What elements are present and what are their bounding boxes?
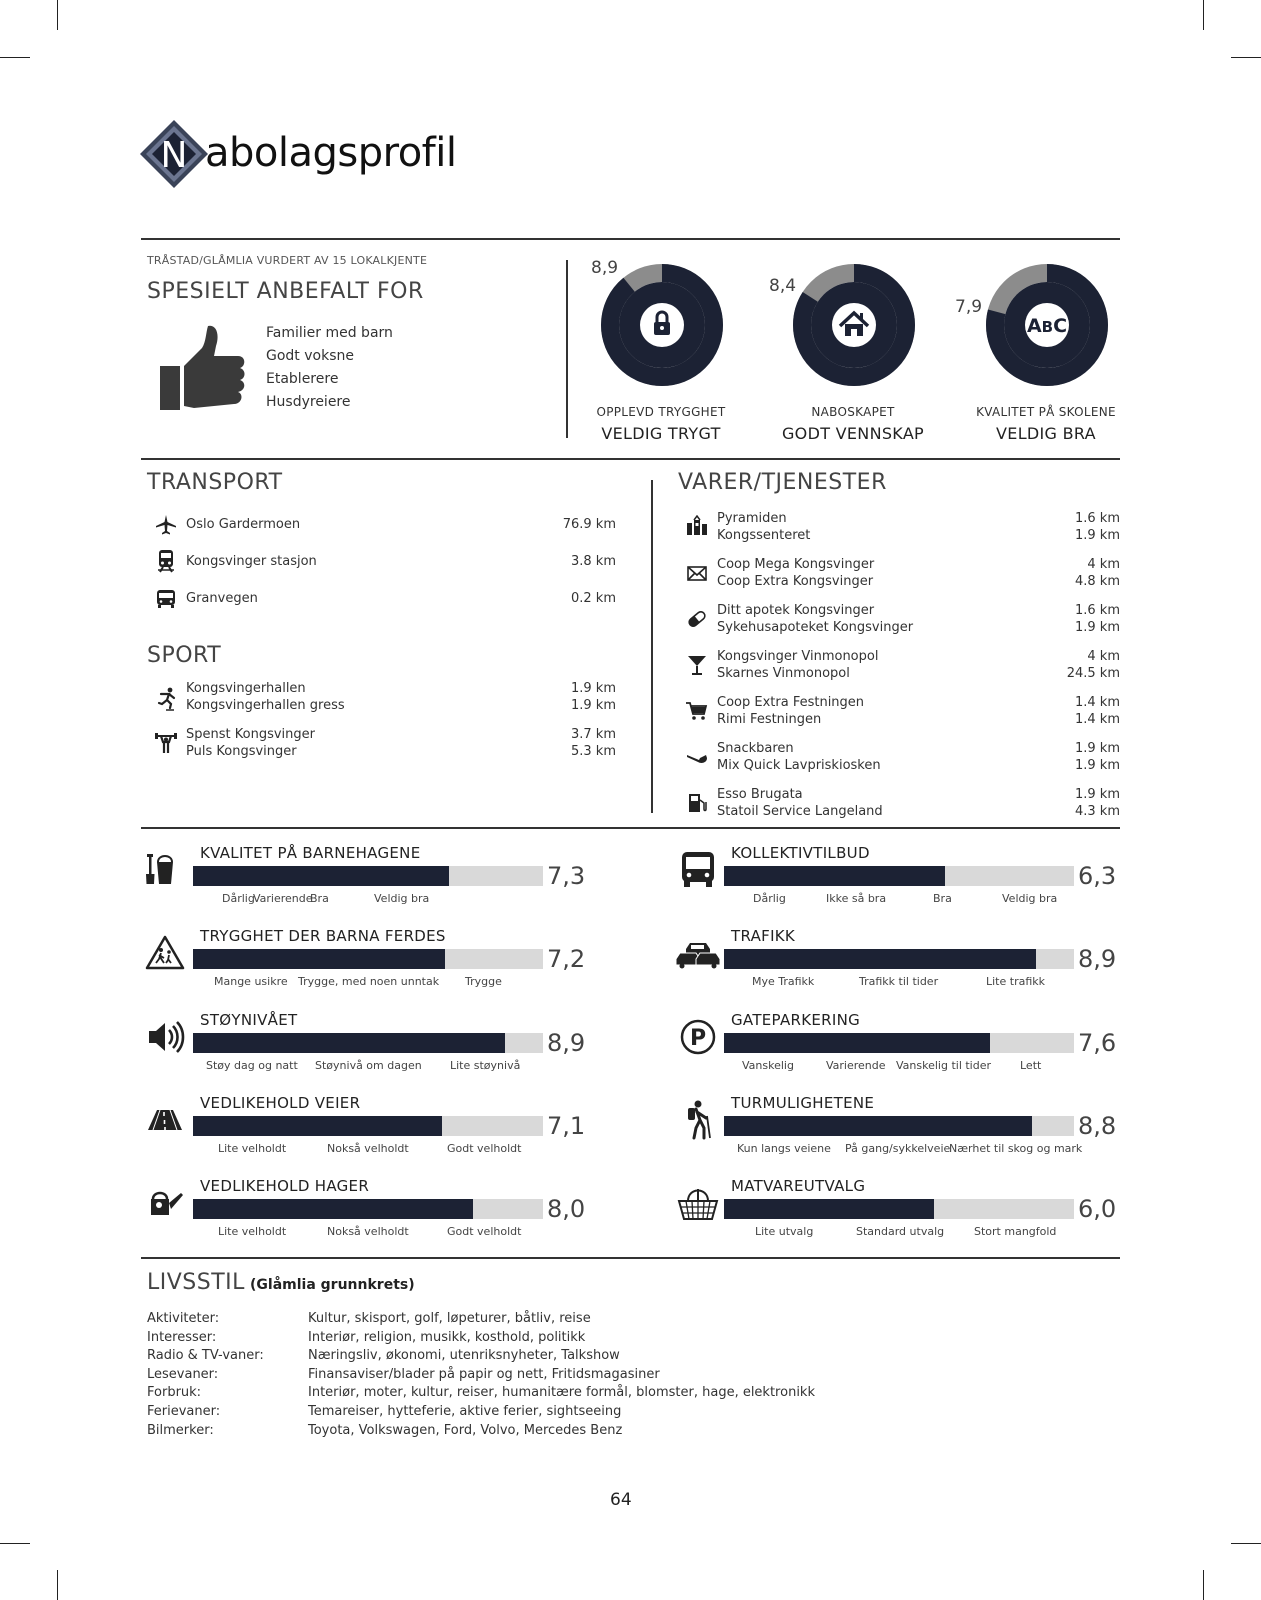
service-distance-line: 1.4 km bbox=[1075, 695, 1120, 710]
rating-scale-label: Mange usikre bbox=[214, 975, 288, 988]
service-distance bbox=[1040, 694, 1120, 728]
rating-scale-label: Lite velholdt bbox=[218, 1142, 287, 1155]
lifestyle-key: Forbruk: bbox=[147, 1385, 202, 1401]
rating-bar-track bbox=[193, 949, 543, 969]
service-distance-line: 1.9 km bbox=[1075, 787, 1120, 802]
transport-heading: TRANSPORT bbox=[147, 470, 283, 495]
rating-bar-track bbox=[193, 1116, 543, 1136]
rating-bar-track bbox=[724, 949, 1074, 969]
service-name-line: Coop Mega Kongsvinger bbox=[717, 557, 875, 572]
rating-scale-label: Trygge, med noen unntak bbox=[298, 975, 440, 988]
recommended-item: Familier med barn bbox=[266, 325, 393, 341]
transport-distance: 76.9 km bbox=[562, 517, 616, 532]
service-distance-line: 4 km bbox=[1087, 649, 1120, 664]
pill-icon bbox=[684, 606, 710, 632]
rating-score: 7,2 bbox=[547, 945, 586, 973]
rating-scale-label: Dårlig bbox=[753, 892, 786, 905]
rating-scale-label: På gang/sykkelveie bbox=[845, 1142, 951, 1155]
service-distance bbox=[1040, 648, 1120, 682]
service-name-line: Coop Extra Kongsvinger bbox=[717, 574, 874, 589]
crop-mark bbox=[1231, 1543, 1261, 1544]
rating-bar-fill bbox=[724, 949, 1036, 969]
crop-mark bbox=[0, 57, 30, 58]
service-distance bbox=[1040, 740, 1120, 774]
house-icon bbox=[832, 303, 876, 347]
lifestyle-heading-wrap bbox=[147, 1270, 415, 1295]
crop-mark bbox=[0, 1543, 30, 1544]
rating-scale-label: Lite trafikk bbox=[986, 975, 1046, 988]
sport-name-line: Kongsvingerhallen gress bbox=[186, 698, 345, 713]
lifestyle-value: Interiør, moter, kultur, reiser, humanitære formål, blomster, hage, elektronikk bbox=[308, 1385, 815, 1401]
service-name-line: Kongsvinger Vinmonopol bbox=[717, 649, 879, 664]
divider bbox=[141, 827, 1120, 829]
rating-scale-label: Lite støynivå bbox=[450, 1059, 521, 1072]
crop-mark bbox=[57, 0, 58, 30]
sport-name-line: Puls Kongsvinger bbox=[186, 744, 297, 759]
lifestyle-key: Ferievaner: bbox=[147, 1404, 221, 1419]
service-name-line: Rimi Festningen bbox=[717, 712, 822, 727]
rating-scale-label: Veldig bra bbox=[374, 892, 430, 905]
lifestyle-value: Kultur, skisport, golf, løpeturer, båtliv, reise bbox=[308, 1311, 591, 1326]
service-name bbox=[717, 740, 881, 774]
lifestyle-value: Interiør, religion, musikk, kosthold, politikk bbox=[308, 1329, 586, 1345]
lifestyle-heading: LIVSSTIL bbox=[147, 1270, 245, 1295]
donut-verdict: GODT VENNSKAP bbox=[781, 424, 925, 443]
service-distance-line: 24.5 km bbox=[1066, 666, 1120, 681]
service-distance bbox=[1040, 786, 1120, 820]
bus-front-icon bbox=[676, 848, 720, 892]
cars-icon bbox=[676, 931, 720, 975]
rating-bar-track bbox=[193, 1033, 543, 1053]
donut-score-schools: 7,9 bbox=[955, 297, 983, 317]
service-name-line: Esso Brugata bbox=[717, 787, 803, 802]
rating-scale-label: Varierende bbox=[253, 892, 313, 905]
lifestyle-key: Lesevaner: bbox=[147, 1366, 219, 1382]
rating-scale-label: Kun langs veiene bbox=[737, 1142, 831, 1155]
shopping-cart-icon bbox=[684, 698, 710, 724]
lock-icon bbox=[640, 303, 684, 347]
transport-name: Kongsvinger stasjon bbox=[186, 554, 317, 569]
rating-bar-track bbox=[724, 1116, 1074, 1136]
bucket-spade-icon bbox=[143, 848, 187, 892]
service-distance-line: 1.4 km bbox=[1075, 712, 1120, 727]
rating-title: GATEPARKERING bbox=[731, 1011, 861, 1029]
rating-title: KVALITET PÅ BARNEHAGENE bbox=[200, 844, 421, 862]
service-name-line: Sykehusapoteket Kongsvinger bbox=[717, 620, 914, 635]
divider-vertical bbox=[651, 480, 653, 813]
transport-name: Oslo Gardermoen bbox=[186, 517, 301, 532]
rating-bar-fill bbox=[193, 866, 449, 886]
service-name-line: Snackbaren bbox=[717, 741, 794, 756]
rating-bar-fill bbox=[193, 1199, 473, 1219]
donut-verdict: VELDIG BRA bbox=[996, 424, 1096, 443]
rating-score: 8,0 bbox=[547, 1195, 586, 1223]
service-name-line: Pyramiden bbox=[717, 511, 787, 526]
rating-score: 6,3 bbox=[1078, 862, 1117, 890]
rating-scale-label: Godt velholdt bbox=[447, 1225, 522, 1238]
sport-heading: SPORT bbox=[147, 643, 222, 668]
donut-score-safety: 8,9 bbox=[591, 258, 619, 278]
rating-scale-label: Støy dag og natt bbox=[206, 1059, 298, 1072]
rating-title: VEDLIKEHOLD VEIER bbox=[200, 1094, 361, 1112]
service-name-line: Skarnes Vinmonopol bbox=[717, 666, 850, 681]
abc-icon bbox=[1025, 303, 1069, 347]
recommended-list bbox=[266, 322, 393, 414]
transport-distance: 3.8 km bbox=[571, 554, 616, 569]
sport-distance bbox=[540, 680, 616, 714]
rating-scale-label: Nærhet til skog og mark bbox=[949, 1142, 1083, 1155]
rating-scale-label: Bra bbox=[310, 892, 329, 905]
watering-can-icon bbox=[143, 1181, 187, 1225]
thumbs-up-icon bbox=[158, 322, 248, 414]
rating-title: STØYNIVÅET bbox=[200, 1011, 298, 1029]
rating-bar-track bbox=[724, 1199, 1074, 1219]
rating-bar-fill bbox=[724, 1033, 990, 1053]
rating-score: 8,8 bbox=[1078, 1112, 1117, 1140]
rating-bar-track bbox=[193, 866, 543, 886]
service-distance-line: 4 km bbox=[1087, 557, 1120, 572]
service-distance-line: 1.6 km bbox=[1075, 511, 1120, 526]
service-distance-line: 1.9 km bbox=[1075, 620, 1120, 635]
rating-scale-label: Nokså velholdt bbox=[327, 1225, 409, 1238]
service-distance-line: 4.3 km bbox=[1075, 804, 1120, 819]
rating-scale-label: Trafikk til tider bbox=[859, 975, 939, 988]
logo-diamond bbox=[140, 120, 208, 188]
rating-title: VEDLIKEHOLD HAGER bbox=[200, 1177, 370, 1195]
rating-scale-label: Godt velholdt bbox=[447, 1142, 522, 1155]
rating-scale-label: Lite velholdt bbox=[218, 1225, 287, 1238]
rating-scale-label: Støynivå om dagen bbox=[315, 1059, 422, 1072]
rating-scale-label: Veldig bra bbox=[1002, 892, 1058, 905]
airplane-icon bbox=[153, 512, 179, 538]
sport-distance bbox=[540, 726, 616, 760]
lifestyle-key: Interesser: bbox=[147, 1329, 217, 1345]
rating-score: 8,9 bbox=[1078, 945, 1117, 973]
service-distance-line: 1.9 km bbox=[1075, 741, 1120, 756]
service-distance-line: 1.9 km bbox=[1075, 528, 1120, 543]
post-envelope-icon bbox=[684, 560, 710, 586]
lifestyle-key: Bilmerker: bbox=[147, 1422, 214, 1438]
transport-distance: 0.2 km bbox=[571, 591, 616, 606]
weightlifter-icon bbox=[153, 730, 179, 756]
service-name-line: Kongssenteret bbox=[717, 528, 811, 543]
rating-scale-label: Dårlig bbox=[222, 892, 255, 905]
lifestyle-key: Radio & TV-vaner: bbox=[147, 1348, 264, 1364]
sport-distance-line: 1.9 km bbox=[571, 681, 616, 696]
rating-bar-track bbox=[193, 1199, 543, 1219]
service-name-line: Mix Quick Lavpriskiosken bbox=[717, 758, 881, 773]
cocktail-glass-icon bbox=[684, 652, 710, 678]
lifestyle-subheading: (Glåmlia grunnkrets) bbox=[250, 1277, 415, 1293]
donut-chart bbox=[977, 255, 1117, 395]
rating-scale-label: Bra bbox=[933, 892, 952, 905]
donut-label: NABOSKAPET bbox=[811, 405, 895, 419]
rating-bar-fill bbox=[193, 1116, 442, 1136]
rating-title: KOLLEKTIVTILBUD bbox=[731, 844, 870, 862]
rating-bar-fill bbox=[724, 866, 945, 886]
rating-score: 7,1 bbox=[547, 1112, 586, 1140]
service-name-line: Statoil Service Langeland bbox=[717, 804, 883, 819]
sport-distance-line: 3.7 km bbox=[571, 727, 616, 742]
lifestyle-value: Finansaviser/blader på papir og nett, Fritidsmagasiner bbox=[308, 1366, 660, 1382]
services-heading: VARER/TJENESTER bbox=[678, 470, 887, 495]
svg-text:P: P bbox=[689, 1026, 707, 1051]
skater-icon bbox=[153, 686, 179, 712]
sport-distance-line: 5.3 km bbox=[571, 744, 616, 759]
rating-scale-label: Lett bbox=[1020, 1059, 1042, 1072]
pipe-icon bbox=[684, 744, 710, 770]
sport-name-line: Kongsvingerhallen bbox=[186, 681, 306, 696]
service-distance bbox=[1040, 510, 1120, 544]
rating-scale-label: Trygge bbox=[465, 975, 502, 988]
page-title: abolagsprofil bbox=[205, 130, 457, 176]
lifestyle-value: Temareiser, hytteferie, aktive ferier, sightseeing bbox=[308, 1404, 622, 1419]
service-name-line: Ditt apotek Kongsvinger bbox=[717, 603, 875, 618]
service-name bbox=[717, 786, 883, 820]
rating-bar-fill bbox=[724, 1199, 934, 1219]
rating-note: TRÅSTAD/GLÅMLIA VURDERT AV 15 LOKALKJENTE bbox=[147, 254, 428, 267]
crop-mark bbox=[57, 1570, 58, 1600]
lifestyle-value: Næringsliv, økonomi, utenriksnyheter, Talkshow bbox=[308, 1348, 620, 1364]
sport-name bbox=[186, 680, 345, 714]
rating-bar-fill bbox=[193, 949, 445, 969]
rating-scale-label: Vanskelig bbox=[742, 1059, 794, 1072]
service-name-line: Coop Extra Festningen bbox=[717, 695, 865, 710]
service-distance-line: 1.9 km bbox=[1075, 758, 1120, 773]
rating-score: 7,3 bbox=[547, 862, 586, 890]
donut-score-neighbors: 8,4 bbox=[769, 276, 797, 296]
service-name bbox=[717, 602, 913, 636]
rating-scale-label: Nokså velholdt bbox=[327, 1142, 409, 1155]
rating-bar-fill bbox=[724, 1116, 1032, 1136]
service-name bbox=[717, 556, 874, 590]
rating-scale-label: Vanskelig til tider bbox=[896, 1059, 992, 1072]
divider bbox=[141, 238, 1120, 240]
sport-distance-line: 1.9 km bbox=[571, 698, 616, 713]
donut-caption-schools bbox=[946, 405, 1146, 443]
rating-bar-fill bbox=[193, 1033, 505, 1053]
svg-text:ABC: ABC bbox=[1026, 315, 1068, 337]
hiker-icon bbox=[676, 1098, 720, 1142]
service-name bbox=[717, 694, 864, 728]
rating-scale-label: Ikke så bra bbox=[826, 892, 887, 905]
bus-icon bbox=[153, 586, 179, 612]
rating-scale-label: Standard utvalg bbox=[856, 1225, 945, 1238]
rating-scale-label: Mye Trafikk bbox=[752, 975, 815, 988]
lifestyle-value: Toyota, Volkswagen, Ford, Volvo, Mercedes Benz bbox=[308, 1422, 623, 1438]
crop-mark bbox=[1203, 0, 1204, 30]
basket-icon bbox=[676, 1181, 720, 1225]
rating-scale-label: Varierende bbox=[826, 1059, 886, 1072]
divider bbox=[141, 458, 1120, 460]
recommended-item: Etablerere bbox=[266, 371, 339, 387]
donut-label: OPPLEVD TRYGGHET bbox=[596, 405, 726, 419]
rating-title: TRAFIKK bbox=[731, 927, 796, 945]
sport-name bbox=[186, 726, 315, 760]
service-name bbox=[717, 648, 878, 682]
shopping-center-icon bbox=[684, 514, 710, 540]
fuel-pump-icon bbox=[684, 790, 710, 816]
transport-name: Granvegen bbox=[186, 591, 258, 606]
rating-score: 8,9 bbox=[547, 1029, 586, 1057]
crop-mark bbox=[1231, 57, 1261, 58]
rating-bar-track bbox=[724, 866, 1074, 886]
donut-verdict: VELDIG TRYGT bbox=[601, 424, 721, 443]
sport-name-line: Spenst Kongsvinger bbox=[186, 727, 315, 742]
page-number: 64 bbox=[610, 1490, 632, 1510]
crop-mark bbox=[1203, 1570, 1204, 1600]
road-icon bbox=[143, 1098, 187, 1142]
parking-icon bbox=[676, 1015, 720, 1059]
service-distance bbox=[1040, 556, 1120, 590]
donut-caption-safety bbox=[561, 405, 761, 443]
service-name bbox=[717, 510, 810, 544]
train-icon bbox=[153, 548, 179, 574]
rating-score: 6,0 bbox=[1078, 1195, 1117, 1223]
donut-chart bbox=[784, 255, 924, 395]
rating-score: 7,6 bbox=[1078, 1029, 1117, 1057]
rating-scale-label: Stort mangfold bbox=[974, 1225, 1057, 1238]
recommended-heading: SPESIELT ANBEFALT FOR bbox=[147, 279, 424, 304]
rating-bar-track bbox=[724, 1033, 1074, 1053]
logo-initial: N bbox=[160, 135, 188, 176]
rating-scale-label: Lite utvalg bbox=[755, 1225, 814, 1238]
service-distance-line: 4.8 km bbox=[1075, 574, 1120, 589]
donut-caption-neighbors bbox=[753, 405, 953, 443]
children-crossing-icon bbox=[143, 931, 187, 975]
lifestyle-key: Aktiviteter: bbox=[147, 1311, 220, 1326]
donut-label: KVALITET PÅ SKOLENE bbox=[976, 405, 1116, 419]
rating-title: MATVAREUTVALG bbox=[731, 1177, 866, 1195]
divider bbox=[141, 1257, 1120, 1259]
service-distance bbox=[1040, 602, 1120, 636]
recommended-item: Husdyreiere bbox=[266, 394, 351, 410]
rating-title: TRYGGHET DER BARNA FERDES bbox=[200, 927, 446, 945]
rating-title: TURMULIGHETENE bbox=[731, 1094, 875, 1112]
recommended-item: Godt voksne bbox=[266, 348, 354, 364]
speaker-icon bbox=[143, 1015, 187, 1059]
service-distance-line: 1.6 km bbox=[1075, 603, 1120, 618]
